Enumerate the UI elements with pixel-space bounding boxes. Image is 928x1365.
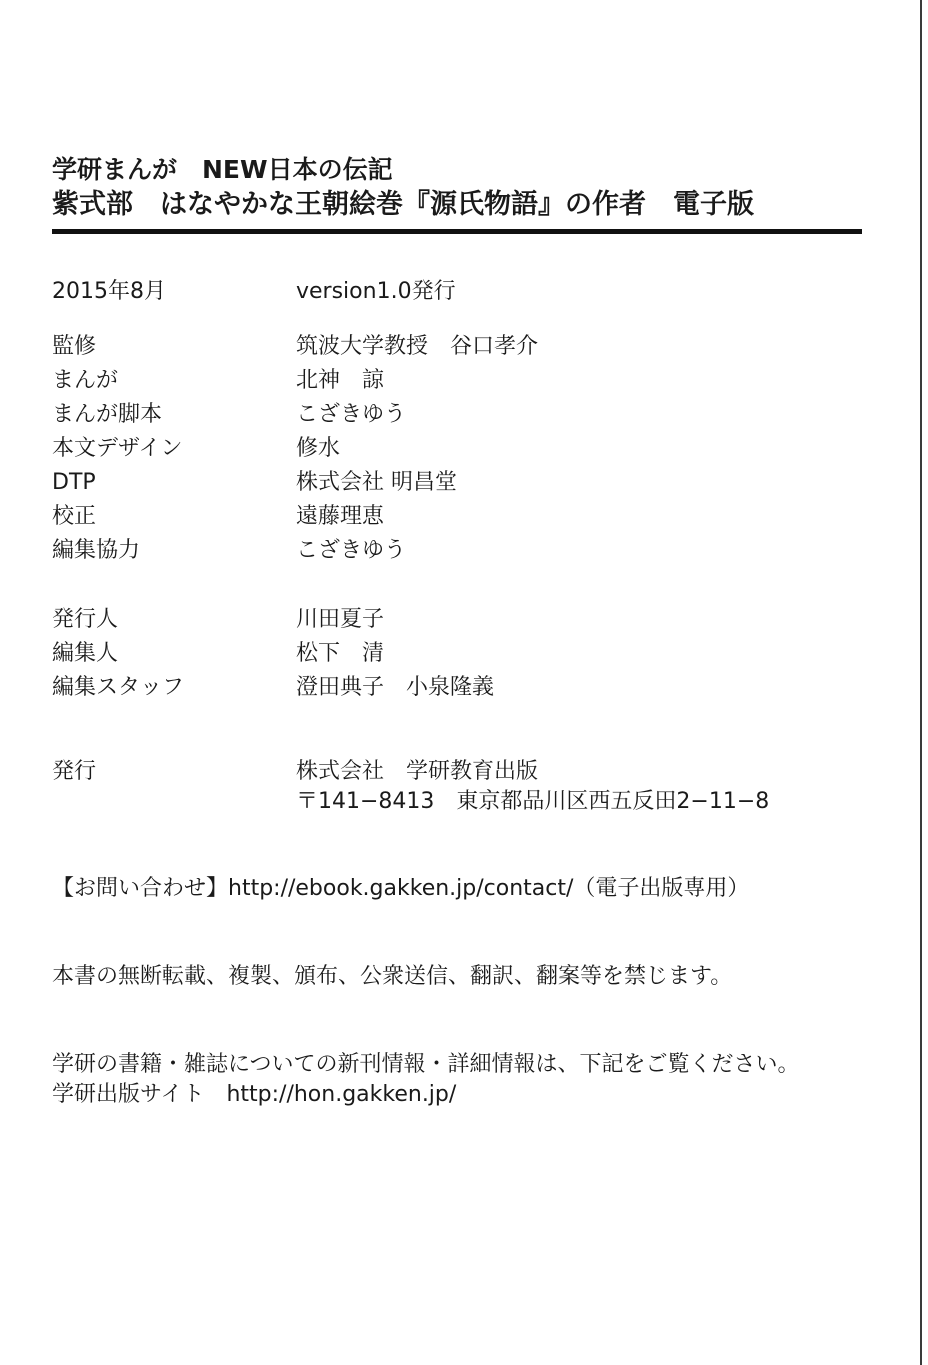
credit-value: 株式会社 明昌堂 bbox=[296, 470, 457, 495]
page-edge-line bbox=[920, 0, 922, 1365]
title-divider bbox=[52, 229, 862, 234]
credit-label: 本文デザイン bbox=[52, 436, 183, 461]
publisher-site-line: 学研出版サイト http://hon.gakken.jp/ bbox=[52, 1082, 457, 1107]
credit-label: 校正 bbox=[52, 504, 97, 529]
book-title: 紫式部 はなやかな王朝絵巻『源氏物語』の作者 電子版 bbox=[52, 189, 754, 220]
credit-value: こざきゆう bbox=[296, 402, 407, 427]
staff-value: 澄田典子 小泉隆義 bbox=[296, 675, 495, 700]
edition-date: 2015年8月 bbox=[52, 279, 166, 304]
publisher-name: 株式会社 学研教育出版 bbox=[296, 759, 539, 784]
credit-label: 編集協力 bbox=[52, 538, 141, 563]
book-title-block bbox=[52, 153, 754, 223]
credit-label: DTP bbox=[52, 470, 96, 495]
credit-value: 遠藤理恵 bbox=[296, 504, 385, 529]
publisher-label: 発行 bbox=[52, 759, 97, 784]
staff-value: 川田夏子 bbox=[296, 607, 385, 632]
credit-value: 修水 bbox=[296, 436, 341, 461]
staff-label: 発行人 bbox=[52, 607, 119, 632]
publisher-address: 〒141−8413 東京都品川区西五反田2−11−8 bbox=[296, 789, 770, 814]
credit-label: まんが bbox=[52, 368, 119, 393]
credit-value: こざきゆう bbox=[296, 538, 407, 563]
credit-value: 北神 諒 bbox=[296, 368, 385, 393]
staff-value: 松下 清 bbox=[296, 641, 385, 666]
edition-version: version1.0発行 bbox=[296, 279, 456, 304]
credit-label: 監修 bbox=[52, 334, 97, 359]
series-title: 学研まんが NEW日本の伝記 bbox=[52, 155, 393, 184]
credit-value: 筑波大学教授 谷口孝介 bbox=[296, 334, 539, 359]
staff-label: 編集スタッフ bbox=[52, 675, 185, 700]
credit-label: まんが脚本 bbox=[52, 402, 163, 427]
copyright-notice: 本書の無断転載、複製、頒布、公衆送信、翻訳、翻案等を禁じます。 bbox=[52, 964, 733, 989]
contact-line: 【お問い合わせ】http://ebook.gakken.jp/contact/（電子出版専用） bbox=[52, 876, 750, 901]
staff-label: 編集人 bbox=[52, 641, 119, 666]
info-line: 学研の書籍・雑誌についての新刊情報・詳細情報は、下記をご覧ください。 bbox=[52, 1052, 800, 1077]
